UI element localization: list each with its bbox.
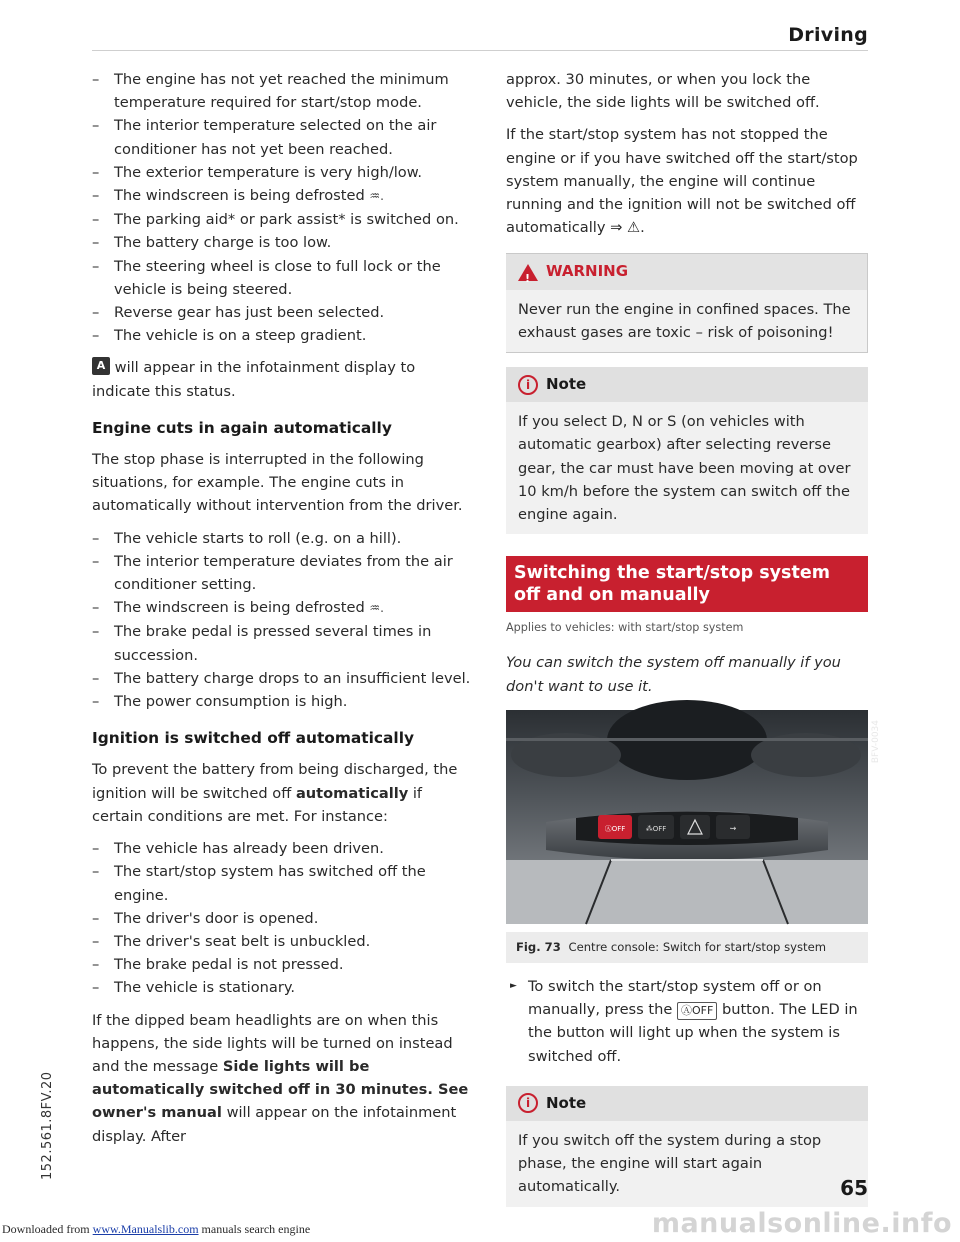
conditions-list — [92, 68, 472, 347]
figure-caption — [506, 932, 868, 963]
ignition-intro — [92, 758, 472, 828]
cuts-in-heading: Engine cuts in again automatically — [92, 418, 392, 437]
note-box-2 — [506, 1086, 868, 1207]
list-item: – The parking aid* or park assist* is switched on. — [92, 208, 472, 231]
svg-text:⇝: ⇝ — [729, 823, 737, 833]
dipped-message-bold: Side lights will be automatically switched off in 30 minutes. See owner's manual — [92, 1057, 469, 1122]
note-text: If you select D, N or S (on vehicles with automatic gearbox) after selecting reverse gear, the car must have been moving at over 10 km/h before the system can switch off the engine again. — [518, 413, 851, 524]
list-item: – The interior temperature selected on the air conditioner has not yet been reached. — [92, 114, 472, 160]
warning-text: Never run the engine in confined spaces. The exhaust gases are toxic – risk of poisoning! — [518, 300, 851, 341]
list-item-text: The windscreen is being defrosted — [114, 599, 365, 617]
document-code: 152.561.8FV.20 — [40, 1071, 55, 1180]
list-item: – Reverse gear has just been selected. — [92, 301, 472, 324]
instruction-step — [506, 975, 868, 1068]
list-item: – The exterior temperature is very high/low. — [92, 161, 472, 184]
manual-switch-paragraph: If the start/stop system has not stopped the engine or if you have switched off the start/stop system manually, the engine will continue running and the ignition will not be switched off automatically ⇒ ⚠. — [506, 126, 858, 237]
note-title: Note — [546, 1093, 587, 1112]
list-item: – The vehicle is stationary. — [92, 976, 472, 999]
cuts-in-intro: The stop phase is interrupted in the following situations, for example. The engine cuts in automatically without intervention from the driver. — [92, 451, 463, 515]
right-column — [506, 68, 881, 1207]
list-item: – The driver's seat belt is unbuckled. — [92, 930, 472, 953]
section-lead: You can switch the system off manually if you don't want to use it. — [506, 654, 841, 695]
centre-console-figure — [506, 710, 881, 924]
start-stop-button-label: ⒶOFF — [604, 824, 626, 833]
page-header-title: Driving — [788, 24, 868, 46]
figure-caption-text: Centre console: Switch for start/stop system — [568, 939, 827, 954]
left-column — [92, 68, 472, 1148]
note-box — [506, 367, 868, 534]
list-item: – The vehicle starts to roll (e.g. on a hill). — [92, 527, 472, 550]
ignition-intro-text-a: To prevent the battery from being discharged, the ignition will be switched off — [92, 761, 458, 802]
info-icon: i — [518, 375, 538, 395]
ignition-off-heading: Ignition is switched off automatically — [92, 729, 415, 748]
start-stop-status-icon — [92, 357, 110, 375]
ignition-intro-bold: automatically — [295, 784, 409, 802]
start-stop-key-icon: ⒶOFF — [677, 1002, 717, 1020]
list-item: – The brake pedal is not pressed. — [92, 953, 472, 976]
list-item: – The interior temperature deviates from the air conditioner setting. — [92, 550, 472, 596]
centre-console-illustration — [506, 710, 868, 924]
header-divider — [92, 50, 868, 51]
drive-select-button-label: ⁂OFF — [645, 824, 667, 833]
list-item: – The battery charge is too low. — [92, 231, 472, 254]
footer-prefix: Downloaded from — [2, 1222, 90, 1236]
list-item: – The engine has not yet reached the minimum temperature required for start/stop mode. — [92, 68, 472, 114]
list-item: – The driver's door is opened. — [92, 907, 472, 930]
note-header — [506, 367, 868, 402]
list-item: – The vehicle is on a steep gradient. — [92, 324, 472, 347]
list-item: – The start/stop system has switched off the engine. — [92, 860, 472, 906]
list-item — [92, 184, 472, 208]
figure-label: Fig. 73 — [516, 939, 561, 954]
note-text: If you switch off the system during a stop phase, the engine will start again automatically. — [518, 1132, 822, 1196]
list-item: – The vehicle has already been driven. — [92, 837, 472, 860]
footer-link[interactable]: www.Manualslib.com — [92, 1222, 199, 1236]
status-paragraph — [92, 356, 472, 402]
figure-code: BFV-0034 — [871, 719, 881, 763]
footer — [2, 1222, 310, 1237]
page-number: 65 — [840, 1176, 868, 1200]
note-title: Note — [546, 375, 587, 394]
warning-triangle-icon — [518, 264, 538, 281]
section-title: Switching the start/stop system off and on manually — [506, 556, 868, 612]
list-item-text: The windscreen is being defrosted — [114, 187, 365, 205]
defrost-icon: ♒. — [369, 601, 384, 616]
defrost-icon: ♒. — [369, 189, 384, 204]
list-item: – The steering wheel is close to full lock or the vehicle is being steered. — [92, 255, 472, 301]
ignition-intro-text-b: if certain conditions are met. For instance: — [92, 784, 423, 825]
list-item: – The battery charge drops to an insufficient level. — [92, 667, 472, 690]
ignition-list — [92, 837, 472, 999]
note-header — [506, 1086, 868, 1121]
warning-box — [506, 253, 868, 353]
dipped-text-a: If the dipped beam headlights are on when this happens, the side lights will be turned on instead and the message — [92, 1011, 453, 1075]
continuation-paragraph: approx. 30 minutes, or when you lock the vehicle, the side lights will be switched off. — [506, 71, 820, 112]
watermark: manualsonline.info — [651, 1208, 952, 1239]
status-text: will appear in the infotainment display to indicate this status. — [92, 359, 416, 400]
step-text-b: button. The LED in the button will light up when the system is switched off. — [528, 1001, 858, 1065]
warning-title: WARNING — [546, 262, 629, 281]
list-item: – The power consumption is high. — [92, 690, 472, 713]
footer-suffix: manuals search engine — [201, 1222, 311, 1236]
cuts-in-list — [92, 527, 472, 714]
list-item: – The brake pedal is pressed several times in succession. — [92, 620, 472, 666]
warning-header — [506, 254, 867, 289]
step-text-a: To switch the start/stop system off or on manually, press the — [528, 978, 822, 1019]
dipped-text-b: will appear on the infotainment display. After — [92, 1104, 457, 1145]
info-icon: i — [518, 1093, 538, 1113]
dipped-beam-paragraph — [92, 1009, 472, 1148]
applies-to: Applies to vehicles: with start/stop system — [506, 621, 744, 635]
list-item — [92, 596, 472, 620]
